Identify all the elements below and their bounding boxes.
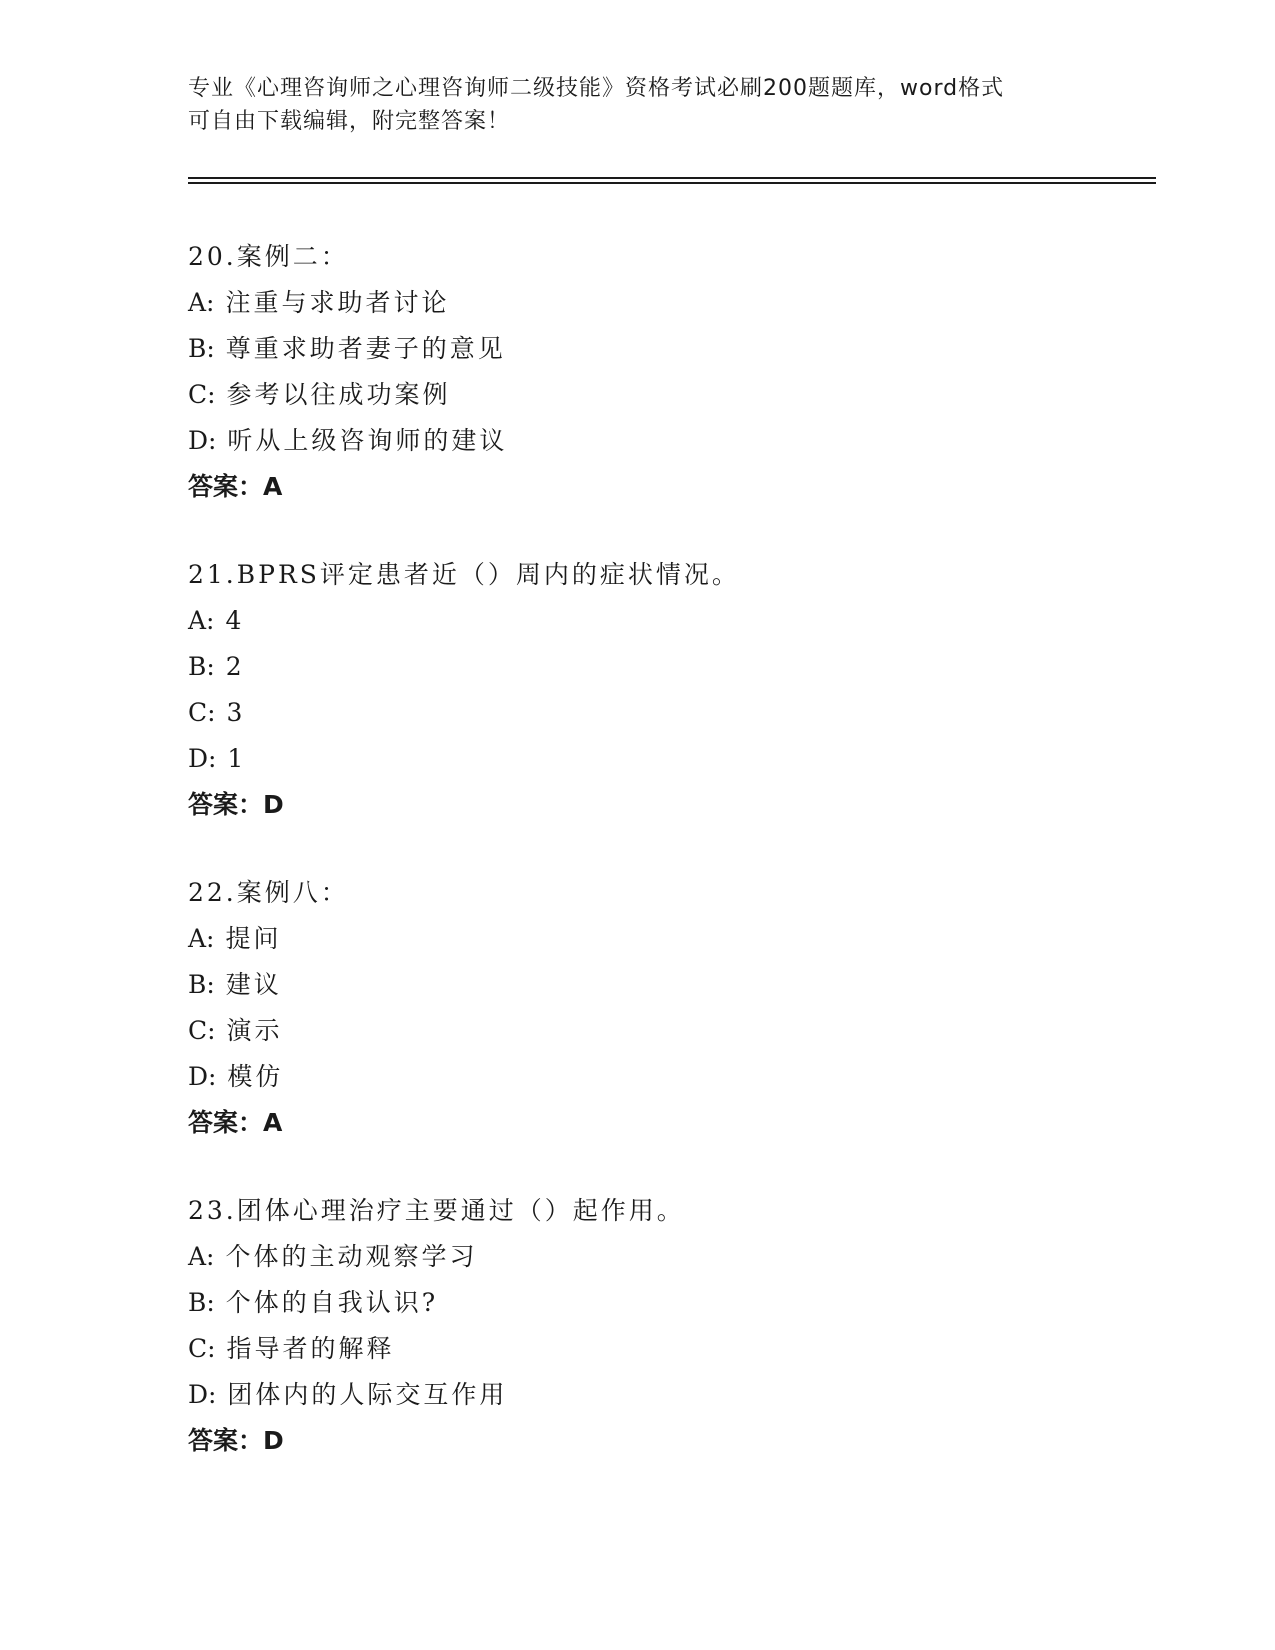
option-text: 注重与求助者讨论 [225,288,450,317]
option-label: A: [188,288,215,317]
answer: 答案：D [188,1426,284,1455]
option-a [188,598,1148,644]
option-a [188,280,1148,326]
option-text: 2 [225,652,245,681]
option-d [188,1054,1148,1100]
option-text: 参考以往成功案例 [226,380,451,409]
option-c [188,1008,1148,1054]
option-b [188,326,1148,372]
option-text: 个体的自我认识? [225,1288,439,1317]
option-text: 提问 [225,924,282,953]
question-stem: 23.团体心理治疗主要通过（）起作用。 [188,1196,685,1225]
option-text: 指导者的解释 [226,1334,395,1363]
option-label: B: [188,1288,215,1317]
option-c [188,690,1148,736]
question-22 [188,870,1148,1146]
header-line-2: 可自由下载编辑，附完整答案！ [188,109,511,134]
option-label: D: [188,1062,217,1091]
answer: 答案：A [188,472,283,501]
option-label: C: [188,1016,216,1045]
option-b [188,644,1148,690]
option-label: A: [188,924,215,953]
option-text: 个体的主动观察学习 [225,1242,478,1271]
question-23 [188,1188,1148,1464]
question-20 [188,234,1148,510]
option-b [188,962,1148,1008]
option-label: C: [188,698,216,727]
option-label: C: [188,380,216,409]
option-text: 尊重求助者妻子的意见 [225,334,506,363]
option-text: 听从上级咨询师的建议 [227,426,508,455]
header-divider-bottom [188,182,1156,184]
option-text: 团体内的人际交互作用 [227,1380,508,1409]
question-list [188,234,1148,1506]
option-text: 建议 [225,970,282,999]
option-text: 1 [227,744,247,773]
option-label: D: [188,1380,217,1409]
option-b [188,1280,1148,1326]
option-d [188,418,1148,464]
question-stem: 20.案例二： [188,242,349,271]
option-label: B: [188,652,215,681]
option-label: D: [188,744,217,773]
option-a [188,916,1148,962]
option-text: 3 [226,698,246,727]
option-a [188,1234,1148,1280]
document-header [188,72,1088,138]
option-label: B: [188,970,215,999]
option-label: A: [188,606,215,635]
option-text: 模仿 [227,1062,284,1091]
option-d [188,736,1148,782]
option-label: C: [188,1334,216,1363]
option-text: 4 [225,606,245,635]
option-c [188,1326,1148,1372]
option-c [188,372,1148,418]
option-label: D: [188,426,217,455]
question-21 [188,552,1148,828]
question-stem: 21.BPRS评定患者近（）周内的症状情况。 [188,560,740,589]
header-line-1: 专业《心理咨询师之心理咨询师二级技能》资格考试必刷200题题库，word格式 [188,76,1005,101]
answer: 答案：A [188,1108,283,1137]
option-label: B: [188,334,215,363]
option-label: A: [188,1242,215,1271]
answer: 答案：D [188,790,284,819]
header-divider-top [188,177,1156,179]
option-text: 演示 [226,1016,283,1045]
question-stem: 22.案例八： [188,878,349,907]
option-d [188,1372,1148,1418]
